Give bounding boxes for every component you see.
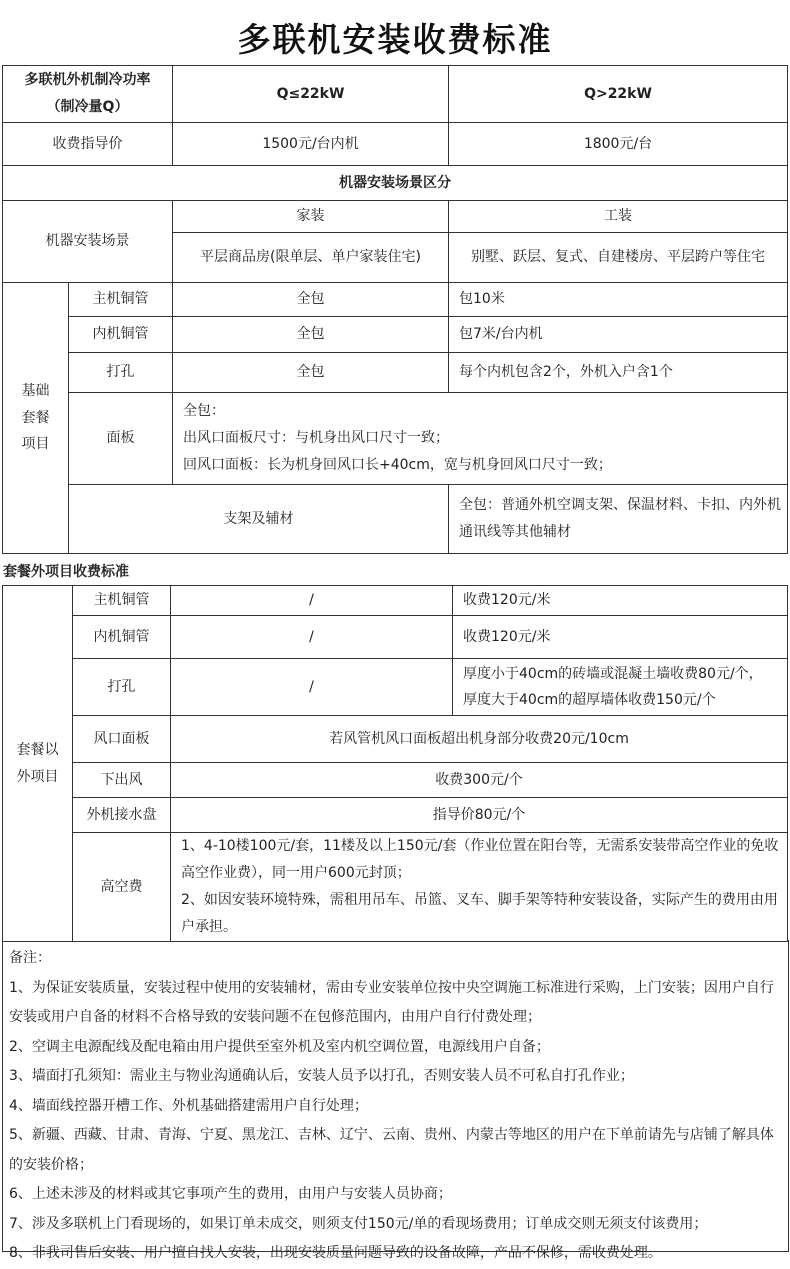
row-item: 内机铜管 bbox=[73, 616, 171, 659]
note-item: 5、新疆、西藏、甘肃、青海、宁夏、黑龙江、吉林、辽宁、云南、贵州、内蒙古等地区的用户在下单前请先与店铺了解具体的安装价格； bbox=[9, 1127, 774, 1173]
notes-box bbox=[2, 940, 789, 1261]
table-row bbox=[3, 763, 788, 798]
row-item: 主机铜管 bbox=[73, 586, 171, 616]
row-value: 全包 bbox=[173, 317, 449, 353]
row-detail: 全包：普通外机空调支架、保温材料、卡扣、内外机通讯线等其他辅材 bbox=[449, 485, 788, 554]
scene-work: 工装 bbox=[449, 201, 788, 233]
scene-home-desc: 平层商品房(限单层、单户家装住宅) bbox=[173, 233, 449, 283]
table-row bbox=[3, 283, 788, 317]
table-row bbox=[3, 317, 788, 353]
row-item: 下出风 bbox=[73, 763, 171, 798]
extra-pricing-table bbox=[2, 585, 788, 942]
price-large: 1800元/台 bbox=[449, 123, 788, 166]
row-item: 支架及辅材 bbox=[69, 485, 449, 554]
power-large: Q>22kW bbox=[449, 66, 788, 123]
scene-home: 家装 bbox=[173, 201, 449, 233]
table-row bbox=[3, 485, 788, 554]
section-title: 套餐外项目收费标准 bbox=[3, 564, 129, 580]
table-row bbox=[3, 123, 788, 166]
power-label: 多联机外机制冷功率 （制冷量Q） bbox=[3, 66, 173, 123]
table-row bbox=[3, 353, 788, 393]
row-detail: 每个内机包含2个，外机入户含1个 bbox=[449, 353, 788, 393]
note-item: 8、非我司售后安装、用户擅自找人安装，出现安装质量问题导致的设备故障，产品不保修，需收费处理。 bbox=[9, 1245, 662, 1261]
table-row bbox=[3, 66, 788, 123]
row-detail: 若风管机风口面板超出机身部分收费20元/10cm bbox=[171, 716, 788, 763]
note-item: 6、上述未涉及的材料或其它事项产生的费用，由用户与安装人员协商； bbox=[9, 1186, 452, 1202]
row-value: / bbox=[171, 586, 453, 616]
scene-work-desc: 别墅、跃层、复式、自建楼房、平层跨户等住宅 bbox=[449, 233, 788, 283]
row-detail: 收费120元/米 bbox=[453, 616, 788, 659]
row-item: 外机接水盘 bbox=[73, 798, 171, 833]
row-item: 打孔 bbox=[73, 659, 171, 716]
row-detail: 收费300元/个 bbox=[171, 763, 788, 798]
price-label: 收费指导价 bbox=[3, 123, 173, 166]
row-item: 打孔 bbox=[69, 353, 173, 393]
note-item: 7、涉及多联机上门看现场的，如果订单未成交，则须支付150元/单的看现场费用；订单成交则无须支付该费用； bbox=[9, 1215, 708, 1232]
row-value: / bbox=[171, 616, 453, 659]
row-item: 主机铜管 bbox=[69, 283, 173, 317]
basic-pricing-table bbox=[2, 65, 788, 554]
base-label: 基础 套餐 项目 bbox=[3, 283, 69, 554]
row-value: 全包 bbox=[173, 353, 449, 393]
row-value: 全包 bbox=[173, 283, 449, 317]
note-item: 3、墙面打孔须知：需业主与物业沟通确认后，安装人员予以打孔，否则安装人员不可私自打孔作业； bbox=[9, 1068, 634, 1084]
row-value: / bbox=[171, 659, 453, 716]
table-row bbox=[3, 798, 788, 833]
table-row bbox=[3, 616, 788, 659]
notes-title: 备注： bbox=[9, 950, 51, 966]
table-row bbox=[3, 833, 788, 942]
note-item: 4、墙面线控器开槽工作、外机基础搭建需用户自行处理； bbox=[9, 1097, 368, 1114]
row-item: 高空费 bbox=[73, 833, 171, 942]
row-detail: 包10米 bbox=[449, 283, 788, 317]
panel-detail: 全包： 出风口面板尺寸：与机身出风口尺寸一致； 回风口面板：长为机身回风口长+40cm，宽与机身回风口尺寸一致； bbox=[173, 393, 788, 485]
note-item: 2、空调主电源配线及配电箱由用户提供至室外机及室内机空调位置，电源线用户自备； bbox=[9, 1038, 550, 1055]
power-small: Q≤22kW bbox=[173, 66, 449, 123]
row-detail: 包7米/台内机 bbox=[449, 317, 788, 353]
scene-title: 机器安装场景区分 bbox=[3, 166, 788, 201]
table-row bbox=[3, 716, 788, 763]
row-detail: 指导价80元/个 bbox=[171, 798, 788, 833]
row-item: 风口面板 bbox=[73, 716, 171, 763]
table-row bbox=[3, 393, 788, 485]
table-row bbox=[3, 659, 788, 716]
row-item: 面板 bbox=[69, 393, 173, 485]
scene-label: 机器安装场景 bbox=[3, 201, 173, 283]
extra-label: 套餐以 外项目 bbox=[3, 586, 73, 942]
table-row bbox=[3, 586, 788, 616]
price-small: 1500元/台内机 bbox=[173, 123, 449, 166]
height-fee-detail: 1、4-10楼100元/套，11楼及以上150元/套（作业位置在阳台等，无需系安装带高空作业的免收高空作业费），同一用户600元封顶； 2、如因安装环境特殊，需租用吊车、吊篮、叉车、脚手架等特种安装设备，实际产生的费用由用户承担。 bbox=[171, 833, 788, 942]
row-detail: 厚度小于40cm的砖墙或混凝土墙收费80元/个， 厚度大于40cm的超厚墙体收费150元/个 bbox=[453, 659, 788, 716]
row-detail: 收费120元/米 bbox=[453, 586, 788, 616]
page-title: 多联机安装收费标准 bbox=[237, 20, 553, 59]
row-item: 内机铜管 bbox=[69, 317, 173, 353]
note-item: 1、为保证安装质量，安装过程中使用的安装辅材，需由专业安装单位按中央空调施工标准进行采购，上门安装；因用户自行安装或用户自备的材料不合格导致的安装问题不在包修范围内，由用户自行付费处理； bbox=[9, 979, 774, 1025]
